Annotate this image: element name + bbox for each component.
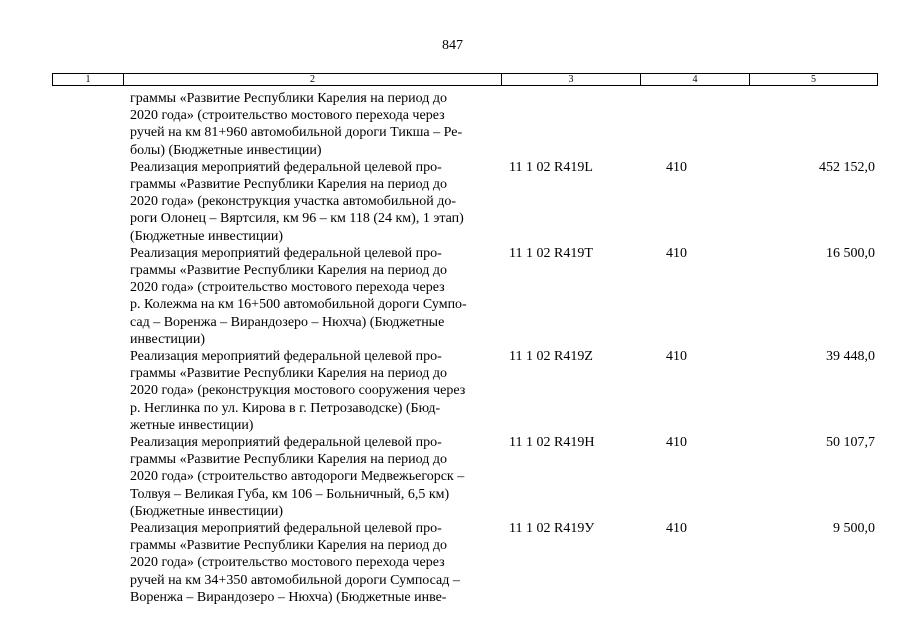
- table-row: [0, 434, 905, 520]
- table-body: [0, 90, 905, 606]
- description-line: 2020 года» (строительство автодороги Медвежьегорск –: [130, 469, 465, 485]
- row-expense-type: 410: [666, 521, 687, 537]
- column-header-2: 2: [124, 74, 502, 85]
- description-line: 2020 года» (реконструкция мостового сооружения через: [130, 383, 466, 399]
- description-line: граммы «Развитие Республики Карелия на период до: [130, 263, 448, 279]
- description-line: ручей на км 34+350 автомобильной дороги Сумпосад –: [130, 572, 460, 588]
- description-line: граммы «Развитие Республики Карелия на период до: [130, 538, 448, 554]
- description-line: Реализация мероприятий федеральной целевой про-: [130, 521, 442, 537]
- row-expense-type: 410: [666, 435, 687, 451]
- row-description: [130, 434, 502, 520]
- description-line: Воренжа – Вирандозеро – Нюхча) (Бюджетные инве-: [130, 589, 447, 605]
- description-line: граммы «Развитие Республики Карелия на период до: [130, 452, 448, 468]
- row-code: 11 1 02 R419H: [509, 435, 595, 451]
- description-line: (Бюджетные инвестиции): [130, 503, 284, 519]
- column-header-3: 3: [502, 74, 641, 85]
- table-row: [0, 159, 905, 245]
- column-header-1: 1: [53, 74, 124, 85]
- row-expense-type: 410: [666, 349, 687, 365]
- table-row: [0, 245, 905, 348]
- description-line: жетные инвестиции): [130, 417, 254, 433]
- row-amount: 9 500,0: [833, 521, 875, 537]
- description-line: граммы «Развитие Республики Карелия на период до: [130, 177, 448, 193]
- description-line: Толвуя – Великая Губа, км 106 – Больничный, 6,5 км): [130, 486, 450, 502]
- column-header-5: 5: [811, 74, 816, 85]
- row-description: [130, 348, 502, 434]
- row-code: 11 1 02 R419Z: [509, 349, 593, 365]
- description-line: граммы «Развитие Республики Карелия на период до: [130, 366, 448, 382]
- description-line: р. Неглинка по ул. Кирова в г. Петрозаводске) (Бюд-: [130, 400, 441, 416]
- description-line: болы) (Бюджетные инвестиции): [130, 142, 322, 158]
- table-row: [0, 90, 905, 159]
- row-amount: 50 107,7: [826, 435, 875, 451]
- description-line: р. Колежма на км 16+500 автомобильной дороги Сумпо-: [130, 297, 467, 313]
- description-line: Реализация мероприятий федеральной целевой про-: [130, 349, 442, 365]
- row-code: 11 1 02 R419L: [509, 159, 593, 175]
- description-line: Реализация мероприятий федеральной целевой про-: [130, 435, 442, 451]
- row-amount: 16 500,0: [826, 245, 875, 261]
- row-expense-type: 410: [666, 159, 687, 175]
- description-line: 2020 года» (реконструкция участка автомобильной до-: [130, 194, 456, 210]
- row-description: [130, 90, 502, 159]
- table-row: [0, 348, 905, 434]
- row-amount: 452 152,0: [819, 159, 875, 175]
- row-amount: 39 448,0: [826, 349, 875, 365]
- row-description: [130, 159, 502, 245]
- description-line: 2020 года» (строительство мостового перехода через: [130, 108, 445, 124]
- table-row: [0, 520, 905, 606]
- column-header-4: 4: [641, 74, 750, 85]
- description-line: роги Олонец – Вяртсиля, км 96 – км 118 (24 км), 1 этап): [130, 211, 464, 227]
- row-expense-type: 410: [666, 245, 687, 261]
- row-description: [130, 520, 502, 606]
- description-line: Реализация мероприятий федеральной целевой про-: [130, 245, 442, 261]
- description-line: граммы «Развитие Республики Карелия на период до: [130, 91, 448, 106]
- table-header: [52, 73, 878, 86]
- page-number: 847: [442, 38, 463, 53]
- description-line: инвестиции): [130, 331, 206, 347]
- row-code: 11 1 02 R419T: [509, 245, 593, 261]
- description-line: сад – Воренжа – Вирандозеро – Нюхча) (Бюджетные: [130, 314, 445, 330]
- row-description: [130, 245, 502, 348]
- description-line: 2020 года» (строительство мостового перехода через: [130, 555, 445, 571]
- description-line: Реализация мероприятий федеральной целевой про-: [130, 159, 442, 175]
- description-line: ручей на км 81+960 автомобильной дороги Тикша – Ре-: [130, 125, 463, 141]
- description-line: (Бюджетные инвестиции): [130, 228, 284, 244]
- row-code: 11 1 02 R419У: [509, 521, 595, 537]
- description-line: 2020 года» (строительство мостового перехода через: [130, 280, 445, 296]
